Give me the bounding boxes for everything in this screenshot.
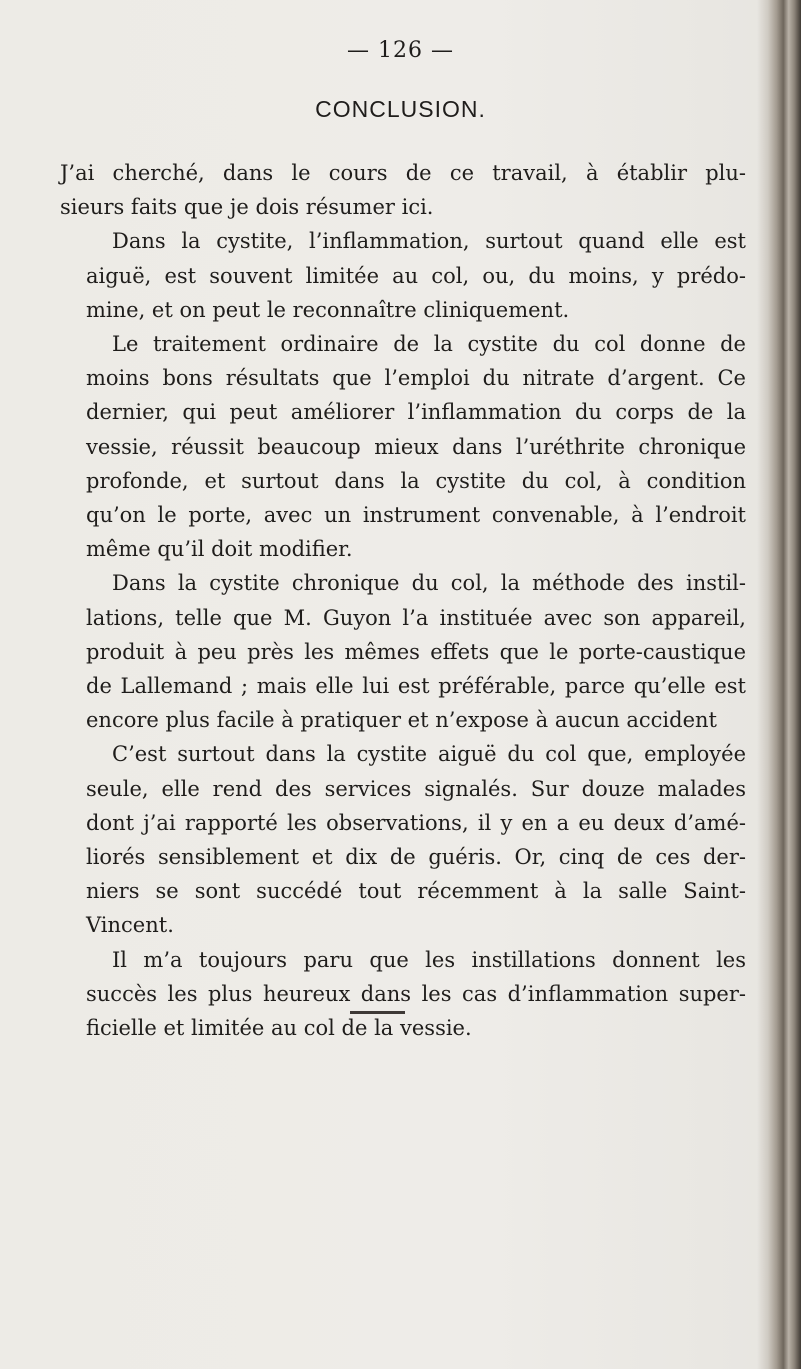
text-line: Dans la cystite chronique du col, la méthode des instil-	[112, 571, 746, 596]
paragraph	[60, 737, 746, 942]
paragraph	[60, 566, 746, 737]
text-line: Il m’a toujours paru que les instillations donnent les	[112, 947, 746, 972]
text-line: encore plus facile à pratiquer et n’expose à aucun accident	[86, 708, 717, 733]
text-line: de Lallemand ; mais elle lui est préférable, parce qu’elle est	[86, 674, 746, 699]
text-line: lations, telle que M. Guyon l’a instituée avec son appareil,	[86, 605, 746, 630]
paragraph	[60, 327, 746, 566]
text-line: Le traitement ordinaire de la cystite du col donne de	[112, 332, 746, 357]
text-line: dont j’ai rapporté les observations, il y en a eu deux d’amé-	[86, 810, 746, 835]
section-heading: CONCLUSION.	[315, 96, 486, 122]
text-line: J’ai cherché, dans le cours de ce travail, à établir plu-	[60, 161, 746, 185]
text-line: mine, et on peut le reconnaître cliniquement.	[86, 297, 570, 322]
text-line: produit à peu près les mêmes effets que le porte-caustique	[86, 639, 746, 664]
text-line: ficielle et limitée au col de la vessie.	[86, 1016, 472, 1041]
end-rule	[350, 1011, 405, 1014]
paragraph	[60, 156, 746, 224]
text-line: moins bons résultats que l’emploi du nitrate d’argent. Ce	[86, 366, 746, 391]
text-line: même qu’il doit modifier.	[86, 537, 353, 562]
text-line: sieurs faits que je dois résumer ici.	[60, 195, 434, 220]
page-edge-shadow	[757, 0, 801, 1369]
text-line: aiguë, est souvent limitée au col, ou, du moins, y prédo-	[86, 263, 746, 288]
page-number: — 126 —	[347, 38, 454, 63]
paragraph	[60, 224, 746, 327]
text-line: profonde, et surtout dans la cystite du col, à condition	[86, 468, 746, 493]
text-line: seule, elle rend des services signalés. Sur douze malades	[86, 776, 746, 801]
text-line: vessie, réussit beaucoup mieux dans l’uréthrite chronique	[86, 434, 746, 459]
body-text	[60, 156, 746, 1045]
text-line: C’est surtout dans la cystite aiguë du col que, employée	[112, 742, 746, 767]
text-line: niers se sont succédé tout récemment à la salle Saint-	[86, 879, 746, 904]
paragraph	[60, 943, 746, 1046]
text-line: qu’on le porte, avec un instrument convenable, à l’endroit	[86, 503, 746, 528]
text-line: succès les plus heureux dans les cas d’inflammation super-	[86, 981, 746, 1006]
text-line: Vincent.	[86, 913, 174, 938]
text-line: dernier, qui peut améliorer l’inflammation du corps de la	[86, 400, 746, 425]
text-line: Dans la cystite, l’inflammation, surtout quand elle est	[112, 229, 746, 254]
text-line: liorés sensiblement et dix de guéris. Or, cinq de ces der-	[86, 845, 746, 870]
